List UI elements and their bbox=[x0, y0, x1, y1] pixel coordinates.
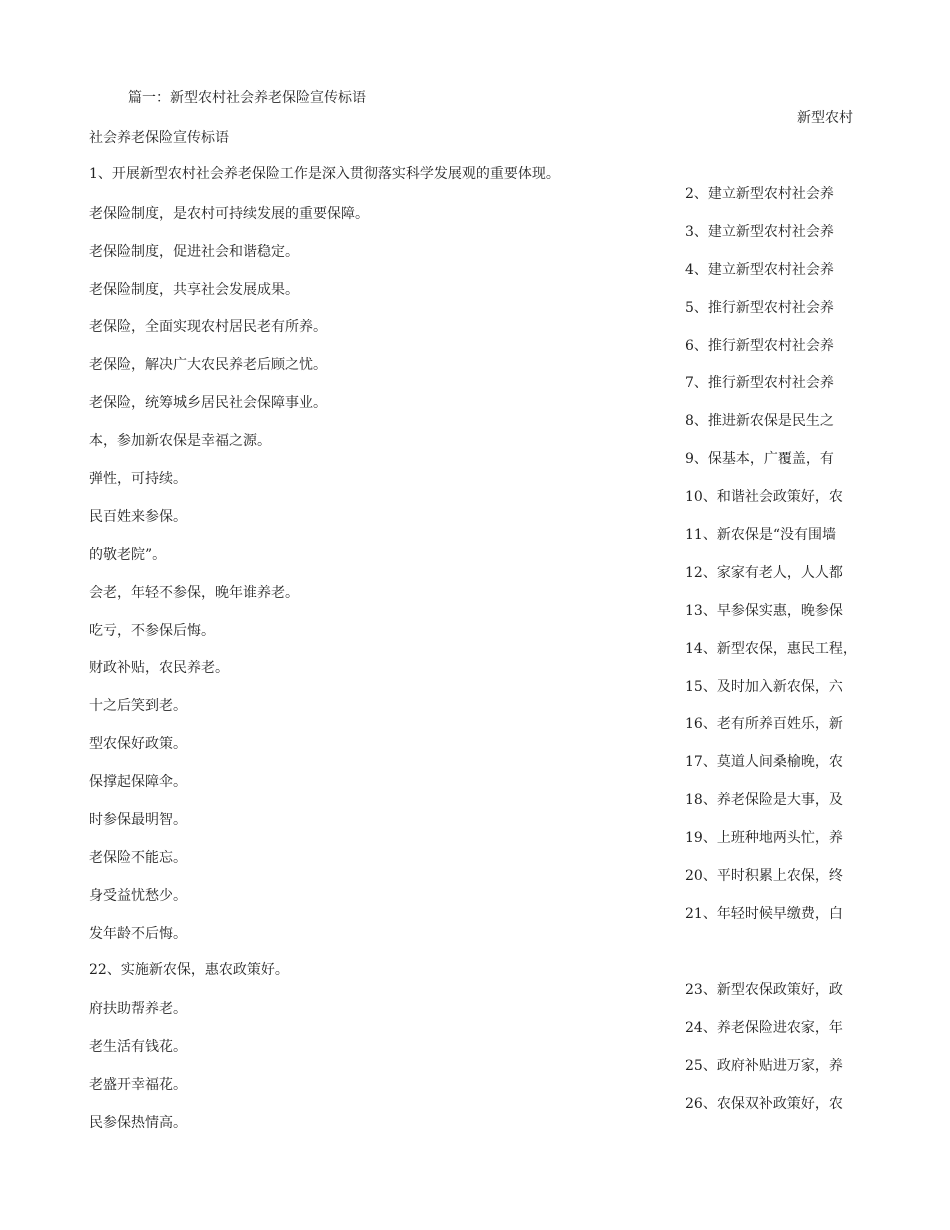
left-line: 民参保热情高。 bbox=[89, 1115, 187, 1131]
right-line: 3、建立新型农村社会养 bbox=[685, 224, 834, 240]
right-line: 14、新型农保，惠民工程， bbox=[685, 641, 857, 657]
right-line: 25、政府补贴进万家，养 bbox=[685, 1058, 843, 1074]
left-line: 会老，年轻不参保，晚年谁养老。 bbox=[89, 585, 299, 601]
right-line: 8、推进新农保是民生之 bbox=[685, 413, 834, 429]
right-line: 19、上班种地两头忙，养 bbox=[685, 830, 843, 846]
left-line: 身受益忧愁少。 bbox=[89, 888, 187, 904]
right-line: 13、早参保实惠，晚参保 bbox=[685, 603, 843, 619]
left-line: 弹性，可持续。 bbox=[89, 471, 187, 487]
left-line: 老保险制度，促进社会和谐稳定。 bbox=[89, 244, 299, 260]
left-line: 吃亏，不参保后悔。 bbox=[89, 623, 215, 639]
right-line: 2、建立新型农村社会养 bbox=[685, 186, 834, 202]
left-line: 老保险，解决广大农民养老后顾之忧。 bbox=[89, 357, 327, 373]
left-line: 府扶助帮养老。 bbox=[89, 1001, 187, 1017]
left-line: 老保险制度，是农村可持续发展的重要保障。 bbox=[89, 206, 369, 222]
right-line: 17、莫道人间桑榆晚，农 bbox=[685, 754, 843, 770]
right-line: 5、推行新型农村社会养 bbox=[685, 300, 834, 316]
right-line: 10、和谐社会政策好，农 bbox=[685, 489, 843, 505]
left-line: 的敬老院”。 bbox=[89, 547, 167, 563]
right-line: 6、推行新型农村社会养 bbox=[685, 338, 834, 354]
right-line: 15、及时加入新农保，六 bbox=[685, 679, 843, 695]
left-line: 老保险，统筹城乡居民社会保障事业。 bbox=[89, 395, 327, 411]
left-line: 老保险制度，共享社会发展成果。 bbox=[89, 282, 299, 298]
left-line: 财政补贴，农民养老。 bbox=[89, 660, 229, 676]
right-line: 24、养老保险进农家，年 bbox=[685, 1020, 843, 1036]
left-line: 型农保好政策。 bbox=[89, 736, 187, 752]
left-line: 本，参加新农保是幸福之源。 bbox=[89, 433, 271, 449]
left-line: 老生活有钱花。 bbox=[89, 1039, 187, 1055]
right-line: 9、保基本，广覆盖，有 bbox=[685, 451, 834, 467]
left-line: 保撑起保障伞。 bbox=[89, 774, 187, 790]
right-line: 16、老有所养百姓乐，新 bbox=[685, 716, 843, 732]
left-line: 老盛开幸福花。 bbox=[89, 1077, 187, 1093]
right-line: 4、建立新型农村社会养 bbox=[685, 262, 834, 278]
left-line: 22、实施新农保，惠农政策好。 bbox=[89, 962, 289, 978]
left-line: 老保险不能忘。 bbox=[89, 850, 187, 866]
left-line: 时参保最明智。 bbox=[89, 812, 187, 828]
right-line: 23、新型农保政策好，政 bbox=[685, 982, 843, 998]
right-line: 26、农保双补政策好，农 bbox=[685, 1096, 843, 1112]
right-line: 20、平时积累上农保，终 bbox=[685, 868, 843, 884]
right-line: 21、年轻时候早缴费，白 bbox=[685, 906, 843, 922]
left-line: 1、开展新型农村社会养老保险工作是深入贯彻落实科学发展观的重要体现。 bbox=[89, 166, 560, 182]
document-heading-right: 新型农村 bbox=[797, 110, 853, 126]
left-line: 民百姓来参保。 bbox=[89, 509, 187, 525]
right-line: 7、推行新型农村社会养 bbox=[685, 375, 834, 391]
document-heading: 篇一：新型农村社会养老保险宣传标语 bbox=[128, 90, 366, 106]
document-heading-continuation: 社会养老保险宣传标语 bbox=[89, 130, 229, 146]
left-line: 十之后笑到老。 bbox=[89, 698, 187, 714]
right-line: 18、养老保险是大事，及 bbox=[685, 792, 843, 808]
right-line: 11、新农保是“没有围墙 bbox=[685, 527, 836, 543]
right-line: 12、家家有老人，人人都 bbox=[685, 565, 843, 581]
left-line: 老保险，全面实现农村居民老有所养。 bbox=[89, 319, 327, 335]
left-line: 发年龄不后悔。 bbox=[89, 926, 187, 942]
